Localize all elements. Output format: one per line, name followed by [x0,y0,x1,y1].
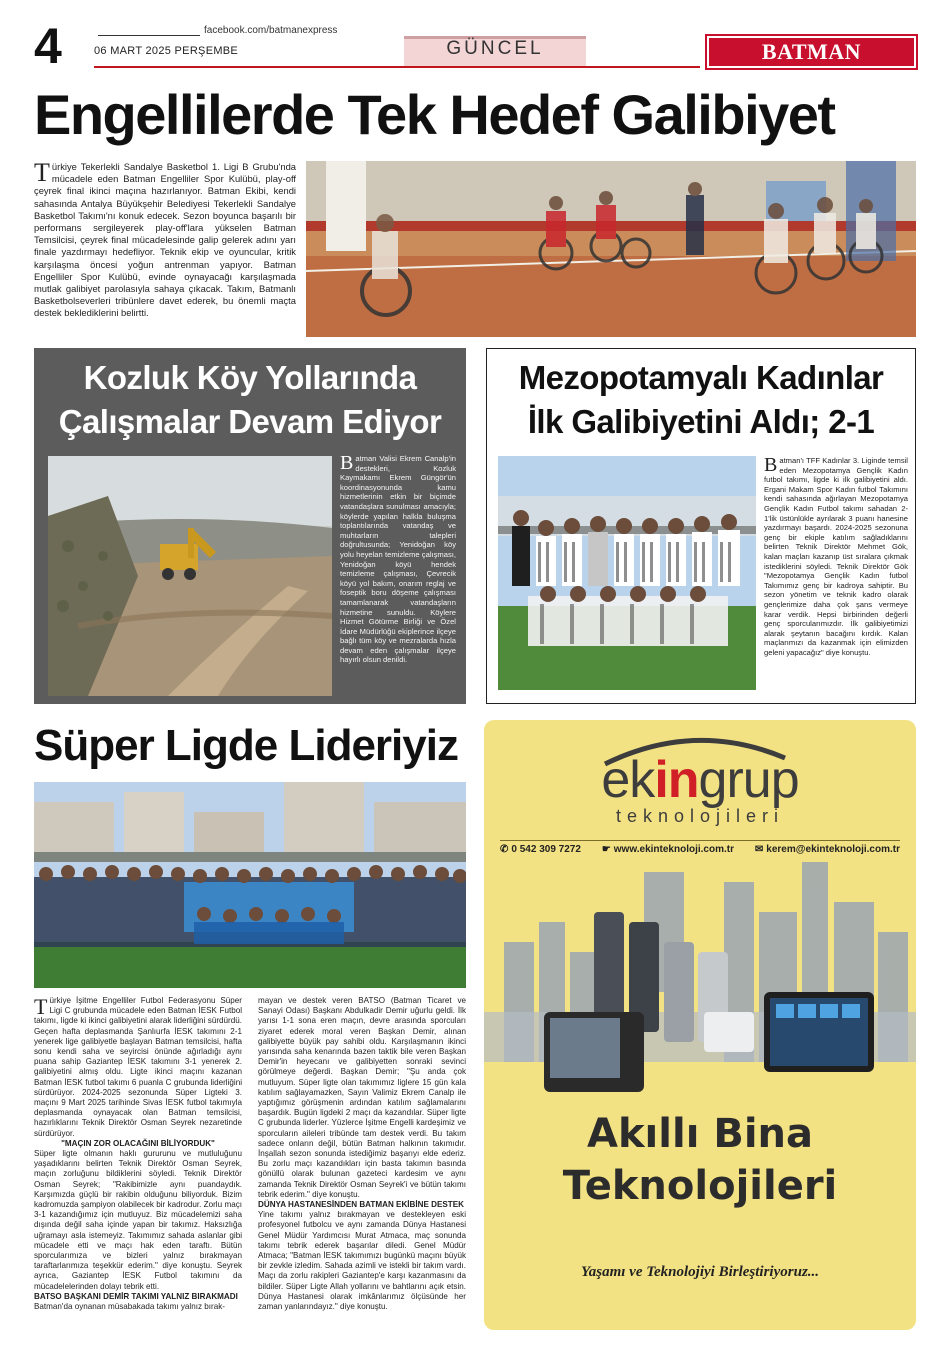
globe-icon: ☛ [601,844,611,855]
website-text: www.ekinteknoloji.com.tr [613,844,734,855]
city-devices-illustration [484,862,916,1106]
smart-building-visual [484,862,916,1106]
dropcap: B [340,454,354,474]
logo-text-accent: in [654,751,699,809]
article-text: Yine takımı yalnız bırakmayan ve destekleyen eski profesyonel futbolcu ve aynı zamanda Dünya Hastanesi Genel Müdür Yardımcısı Murat Atmaca, maç sonunda takımı tebrik ederek başarılar diledi. Genel Müdür Atmaca; "Batman İESK takımımızı bugünkü maçını büyük bir zevkle izledim. Sahada azimli ve istekli bir takım vardı. Maçı da zorlu rakipleri Gaziantep'e karşı kazanmasını da bildiler. Süper Ligte Allah yollarını ve bahtlarını açık etsin. Dünya Hastanesi olarak imkânlarımız ölçüsünde her zaman yanlarındayız." diye konuştu. [258,1210,466,1312]
page-number: 4 [34,18,62,74]
mail-icon: ✉ [754,844,764,855]
ad-headline [484,1108,916,1212]
article-title [486,356,916,444]
football-team-photo [34,782,466,988]
ad-slogan: Yaşamı ve Teknolojiyi Birleştiriyoruz... [580,1264,820,1280]
article-body-right [258,996,466,1330]
brand-logo: BATMAN EXPRESS [707,36,916,68]
article-text: atman Valisi Ekrem Canalp'in destekleri, Kozluk Kaymakamı Ekrem Güngör'ün koordinasyonunda kamu hizmetlerinin etkin bir biçimde vatandaşlara sunulması amacıyla; köylerde yapılan halkla buluşma toplantılarında vatandaş ve muhtarların talepleri doğrultusunda; Yenidoğan köy yolu heyelan temizleme çalışması, Yenidoğan köyü hendek temizleme çalışması, Çevrecik köyü yol bakım, onarım reglaj ve foseptik boru döşeme çalışması tamamlanarak vatandaşların hizmetine sunuldu. Köylere Hizmet Götürme Birliği ve Özel İdare Müdürlüğü ekiplerince ilçeye bağlı tüm köy ve mezralarda hızla devam eden çalışmalar ilçeye hayırlı olsun denildi. [340,454,456,665]
article-title: Süper Ligde Lideriyiz [34,721,458,770]
headline-line: Teknolojileri [562,1163,838,1209]
basketball-court-illustration [306,161,916,337]
article-text: Süper ligte olmanın haklı gururunu ve mutluluğunu yaşadıklarını belirten Teknik Direktör Osman Seyrek, maçın zorluğunu bildiklerini söyledi. Teknik Direktör Osman Seyrek; "Rakibimizle aynı puandaydık. Karşımızda güçlü bir rakibin olduğunu biliyorduk. Bizim kadromuzda şampiyon olabilecek bir kadrodur. Zorlu maçı 3-1 kazandığımız için mutluyuz. Biz mücadelemizi saha dışında değil saha içinde yapan bir takımız. Haksızlığa uğramayı asla istemeyiz. Takımımız sahada aslanlar gibi mücadele etti ve maçı hak eden taraftı. Bütün sporcularımıza ve bizleri yalnız bırakmayan taraftarlarımıza teşekkür ederim." diye konuştu. Seyrek ayrıca, Gaziantep İESK Futbol takımını da mücadelelerinden dolayı tebrik etti. [34,1149,242,1291]
title-line: Çalışmalar Devam Ediyor [58,403,442,440]
logo-text: grup [698,751,799,809]
article-text: Batman'da oynanan müsabakada takımı yalnız bırak- [34,1302,225,1312]
section-label: GÜNCEL [446,38,544,59]
article-body [340,454,456,699]
article-title [34,356,466,444]
subheading: DÜNYA HASTANESİNDEN BATMAN EKİBİNE DESTEK [258,1200,464,1210]
title-line: İlk Galibiyetini Aldı; 2-1 [527,403,875,440]
divider [500,840,900,841]
dropcap: T [34,161,50,187]
dropcap: B [764,456,778,476]
company-logo [484,750,916,810]
company-subtitle: teknolojileri [615,806,785,826]
team-photo-illustration [498,456,756,690]
subheading: BATSO BAŞKANI DEMİR TAKIMI YALNIZ BIRAKMADI [34,1291,238,1301]
road-works-photo [48,456,332,696]
email-text: kerem@ekinteknoloji.com.tr [766,844,900,855]
article-text: atman'ı TFF Kadınlar 3. Liginde temsil eden Mezopotamya Gençlik Kadın futbol takımı, ligde ki ilk galibiyetini aldı. Ergani Makam Spor Kadın futbol Takımını kendi sahasında ağırlayan Mezopotamya Gençlik Kadın Futbol takımı sahadan 2-1'lik üstünlükle ayrılarak 3 puanı hanesine yazdırmayı başardı. 2024-2025 sezonuna genç bir ekiple katılım sağladıklarını belirten Teknik Direktör Mehmet Gök, kalan maçları kazanıp üst sıralara çıkmak istediklerini söyledi. Teknik Direktör Gök "Mezopotamya Gençlik Kadın futbol Takımımız genç bir kadroya sahiptir. Bu sezon yönetim ve teknik kadro olarak gençlerimize daha çok şans vermeye karar verdik. Hepsi birbirinden değerli genç sporcularımızdır. İlk galibiyetimizi alarak şeytanın bacağını kırdık. Kalan maçlarımızı da kazanmak için elimizden geleni yapacağız" diye konuştu. [764,456,908,657]
team-crowd-illustration [34,782,466,988]
website-contact[interactable] [602,844,734,855]
article-title: Engellilerde Tek Hedef Galibiyet [34,83,835,146]
header-rule [94,66,700,68]
phone-icon: ✆ [500,844,509,855]
headline-line: Akıllı Bina [587,1111,813,1157]
article-body-left [34,996,242,1330]
logo-text: ek [601,751,655,809]
article-text: ürkiye Tekerlekli Sandalye Basketbol 1. Ligi B Grubu'nda mücadele eden Batman Engelliler Spor Kulübü, play-off çeyrek final ikinci maçına hazırlanıyor. Batman Ekibi, kendi sahasında Antalya Büyükşehir Belediyesi Tekerlekli Sandalye Basketbol Takımı'nı konuk edecek. Sezon boyunca başarılı bir performans sergileyerek play-off'lara yükselen Batman Temsilcisi, çeyrek final mücadelesinde galip gelerek adını yarı finale yazdırmayı hedefliyor. Teknik ekip ve oyuncular, kritik karşılaşma öncesi yoğun antrenman yapıyor. Batman Engelliler Spor Kulübü, evinde oynayacağı karşılaşmada mutlak galibiyet parolasıyla sahaya çıkacak. Takım, Batmanlı Basketbolseverleri tribünlere davet ederek, bu önemli maçta destek beklediklerini belirtti. [34,161,296,319]
womens-team-photo [498,456,756,690]
phone-text: 0 542 309 7272 [511,844,581,855]
issue-date: 06 MART 2025 PERŞEMBE [94,45,239,57]
article-body [764,456,908,700]
email-contact[interactable] [755,844,900,855]
facebook-link[interactable]: facebook.com/batmanexpress [204,25,338,36]
title-line: Kozluk Köy Yollarında [83,359,417,396]
article-body [34,161,296,339]
dropcap: T [34,996,48,1019]
title-line: Mezopotamyalı Kadınlar [518,359,884,396]
subheading: "MAÇIN ZOR OLACAĞINI BİLİYORDUK" [61,1138,215,1148]
contact-bar [500,844,900,855]
excavator-road-illustration [48,456,332,696]
divider [98,35,200,36]
phone-contact[interactable] [500,844,581,855]
article-text: ürkiye İşitme Engelliler Futbol Federasyonu Süper Ligi C grubunda mücadele eden Batman İESK Futbol takımı, ligde ki ikinci galibiyetini alarak liderliğini sürdürdü. Geçen hafta deplasmanda Şanlıurfa İESK takımını 2-1 yenerek lige galibiyetle başlayan Batman temsilcisi, hafta sonu kendi saha ve seyircisi önünde ağırladığı aynı puana sahip Gaziantep İESK takımını 3-1 yenerek 2. galibiyetini almış oldu. Ligte ikinci maçını kazanan Batman İESK futbol takımı 6 puanla C grubunda liderliğini sürdürüyor. 2024-2025 sezonunda Süper Ligteki 3. maçını 9 Mart 2025 tarihinde Sivas İESK futbol takımıyla deplasmanda oynayacak olan Batman temsilcisi, hazırlıklarını Teknik Direktör Osman Seyrek nezaretinde sürdürüyor. [34,996,242,1138]
basketball-photo [306,161,916,337]
article-text: mayan ve destek veren BATSO (Batman Ticaret ve Sanayi Odası) Başkanı Abdulkadir Demir uğurlu geldi. İlk yarısı 1-1 sona eren maçın, devre arasında sporcuları ziyaret ederek moral veren Başkan Demir, alınan galibiyette büyük pay sahibi oldu. Karşılaşmanın ikinci yarısında saha kenarında bazen taktik bile veren Başkan Demir'in heyecanı ve galibiyetten sonraki sevinci görülmeye değerdi. Başkan Demir; "Şu anda çok mutluyum. Süper ligte olan takımımız liglere 15 gün kala katılım sağlayamazken, Sayın Valimiz Ekrem Canalp ile yaptığımız görüşmenin ardından katılım sağlamalarını başardık. Bugün ligdeki 2 maçı da kazandılar. Süper ligte C grubunda liderler. Yüzlerce İşitme Engelli kardeşimiz ve sporcuların aileleri tribünde tam destek verdi. Bu takım sadece onların değil, bütün Batman halkının takımıdır. İnşallah sezon sonunda istediğimiz başarıyı elde ederiz. Bu zorlu maçı kazandıkları için basta takımın basında gönüllü olarak bulunan gazeteci kardesim ve aynı zamanda Teknik Direktör Osman Seyrek'i ve bütün takımı tebrik ederim." diye konuştu. [258,996,466,1199]
